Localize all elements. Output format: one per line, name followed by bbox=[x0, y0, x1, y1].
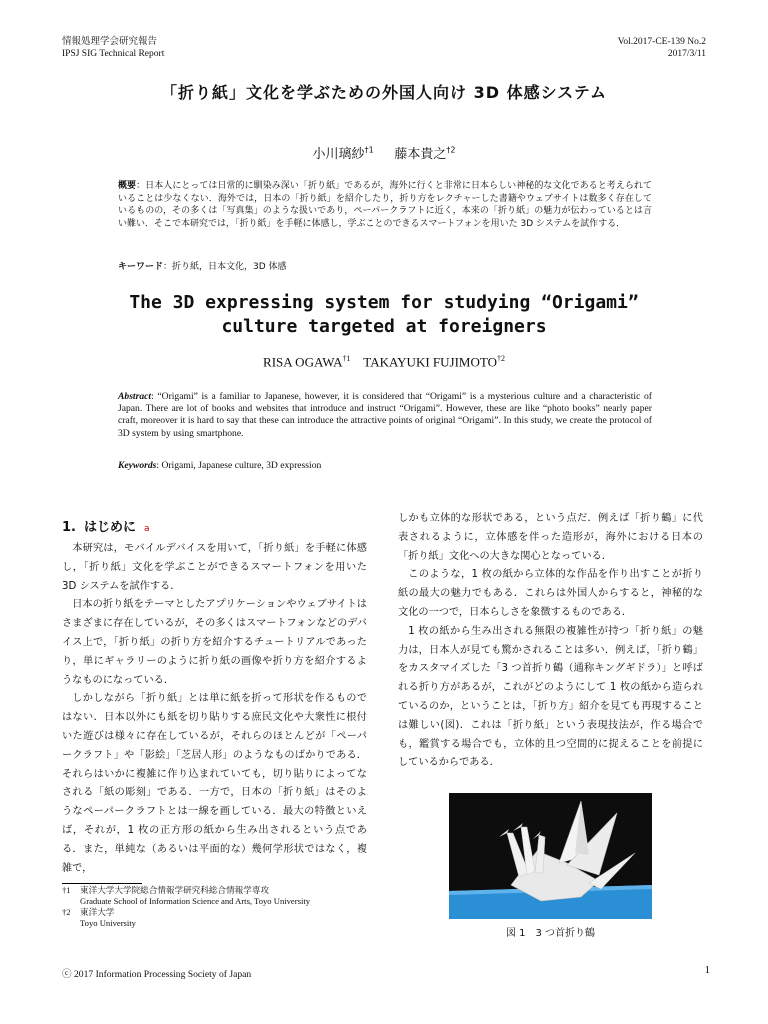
running-header-left bbox=[62, 36, 164, 60]
footnote-2-mark: †2 bbox=[62, 907, 71, 917]
author-1-mark: †1 bbox=[364, 145, 374, 155]
volume-number: Vol.2017-CE-139 No.2 bbox=[617, 37, 706, 47]
crane-photo bbox=[449, 793, 652, 919]
abstract-en-text: : “Origami” is a familiar to Japanese, however, it is considered that “Origami” is a mysterious culture and a characteristic of Japan. There are lot of books and websites that introduce and instruct “Origami”. However, these are like “photo books” nearly paper craft, moreover it is hard to say that these can introduce the attractive points of original “Origami”. In this study, we create the protocol of 3D system by using smartphone. bbox=[118, 391, 652, 439]
keywords-jp-text: ：折り紙，日本文化，3D 体感 bbox=[163, 262, 287, 272]
authors-en bbox=[0, 354, 768, 370]
author-1-en: RISA OGAWA bbox=[263, 354, 343, 370]
society-name-jp: 情報処理学会研究報告 bbox=[62, 37, 158, 47]
footnote-1-jp: 東洋大学大学院総合情報学研究科総合情報学専攻 bbox=[80, 885, 270, 895]
section-heading bbox=[62, 516, 150, 535]
author-2-jp: 藤本貴之 bbox=[394, 147, 447, 162]
paragraph: このような，1 枚の紙から立体的な作品を作り出すことが折り紙の最大の魅力でもある．これらは外国人からすると，神秘的な文化の一つで，日本らしさを象徴するものである． bbox=[398, 569, 703, 618]
footnote-2-jp: 東洋大学 bbox=[80, 907, 115, 917]
keywords-jp bbox=[118, 259, 287, 272]
paragraph: 本研究は，モバイルデバイスを用いて，「折り紙」を手軽に体感し，「折り紙」文化を学ぶことができるスマートフォンを用いた 3D システムを試作する． bbox=[62, 543, 367, 592]
footnote-1 bbox=[62, 885, 310, 896]
footnote-1-en: Graduate School of Information Science and Arts, Toyo University bbox=[80, 896, 311, 906]
keywords-en-text: : Origami, Japanese culture, 3D expression bbox=[156, 460, 322, 471]
paragraph: 1 枚の紙から生み出される無限の複雑性が持つ「折り紙」の魅力は，日本人が見ても驚かされることは多い．例えば，「折り鶴」をカスタマイズした「3 つ首折り鶴（通称キングギドラ）」と呼ばれる折り方があるが，これがどのようにして 1 枚の紙から造られているのか，ということは，「折り方」紹介を見ても再現することは難しい(図)．これは「折り紙」という表現技法が，作る場合でも，鑑賞する場合でも，立体的且つ空間的に捉えることを前提にしているからである． bbox=[398, 625, 703, 769]
annotation-mark: a bbox=[144, 524, 150, 534]
abstract-jp-label: 概要 bbox=[118, 181, 137, 191]
author-2-en-mark: †2 bbox=[496, 354, 505, 363]
title-en-line1: The 3D expressing system for studying “Origami” bbox=[129, 292, 639, 313]
footnote-2-en: Toyo University bbox=[80, 918, 136, 928]
title-jp: 「折り紙」文化を学ぶための外国人向け 3D 体感システム bbox=[161, 83, 607, 102]
copyright: ⓒ 2017 Information Processing Society of Japan bbox=[62, 969, 252, 980]
footnote-rule bbox=[62, 883, 142, 884]
title-en bbox=[0, 291, 768, 339]
footnote-2 bbox=[62, 907, 310, 918]
authors-jp bbox=[0, 143, 768, 162]
keywords-jp-label: キーワード bbox=[118, 262, 164, 272]
paragraph: しかも立体的な形状である，という点だ．例えば「折り鶴」に代表されるように，立体感を伴った造形が，海外における日本の「折り紙」文化への大きな関心となっている． bbox=[398, 513, 703, 562]
paragraph: しかしながら「折り紙」とは単に紙を折って形状を作るものではない．日本以外にも紙を切り貼りする庶民文化や大衆性に根付いた遊びは様々に存在しているが，それらのほとんどが「ペーパークラフト」や「影絵」「芝居人形」のようなものばかりである．それらはいかに複雑に作り込まれていても，切り貼りによってなされる「紙の彫刻」である．一方で，日本の「折り紙」はそのようなペーパークラフトとは一線を画している．最大の特徴といえば，それが，1 枚の正方形の紙から生み出されるという点である．また，単純な（あるいは平面的な）幾何学形状ではなく，複雑で， bbox=[62, 693, 367, 874]
author-2-en: TAKAYUKI FUJIMOTO bbox=[363, 354, 497, 370]
author-2-mark: †2 bbox=[446, 145, 456, 155]
author-1-en-mark: †1 bbox=[342, 354, 351, 363]
figure-origami-crane bbox=[449, 793, 652, 919]
society-name-en: IPSJ SIG Technical Report bbox=[62, 49, 165, 59]
body-left-column bbox=[62, 540, 367, 878]
footnotes bbox=[62, 885, 310, 929]
keywords-en bbox=[118, 460, 321, 471]
running-header-right bbox=[618, 36, 706, 60]
abstract-jp-text: ：日本人にとっては日常的に馴染み深い「折り紙」であるが，海外に行くと非常に日本らしい神秘的な文化であると考えられていることは少なくない．海外では，日本の「折り紙」を紹介したり，折り方をレクチャーした書籍やウェブサイトは数多く存在しているものの，その多くは「写真集」のような扱いであり，ペーパークラフトに近く，本来の「折り紙」の魅力が伝わっているとは言い難い．そこで本研究では，「折り紙」を手軽に体感し，学ぶことのできるスマートフォンを用いた 3D システムを試作する． bbox=[118, 181, 652, 229]
abstract-en bbox=[118, 391, 652, 440]
footnote-1-mark: †1 bbox=[62, 885, 71, 895]
abstract-jp bbox=[118, 180, 652, 230]
section-title: はじめに bbox=[83, 520, 136, 535]
section-number: 1. bbox=[62, 520, 76, 535]
author-1-jp: 小川璃紗 bbox=[312, 147, 365, 162]
figure-caption: 図 1 3 つ首折り鶴 bbox=[505, 928, 596, 939]
abstract-en-label: Abstract bbox=[118, 391, 152, 402]
body-right-column bbox=[398, 510, 703, 773]
title-en-line2: culture targeted at foreigners bbox=[221, 316, 547, 337]
paragraph: 日本の折り紙をテーマとしたアプリケーションやウェブサイトはさまざまに存在しているが，その多くはスマートフォンなどのデバイス上で，「折り紙」の折り方を紹介するチュートリアルであったり，単にギャラリーのように折り紙の画像や折り方を紹介するようなものになっている． bbox=[62, 599, 367, 686]
page-number: 1 bbox=[704, 964, 710, 976]
keywords-en-label: Keywords bbox=[118, 460, 157, 471]
report-date: 2017/3/11 bbox=[667, 49, 706, 59]
